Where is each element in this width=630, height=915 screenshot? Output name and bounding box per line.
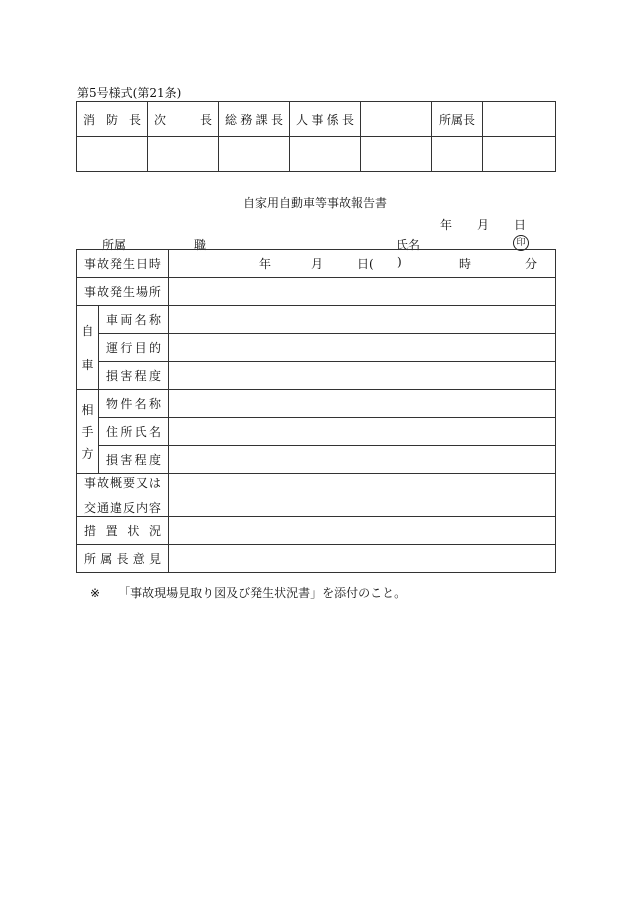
label-char: 係 [326, 112, 339, 127]
label-char: 称 [148, 397, 161, 411]
dt-hour: 時 [459, 257, 472, 271]
approval-header-station-head: 所属長 [432, 102, 483, 137]
label-char: 人 [296, 112, 309, 127]
date-day-label: 日 [513, 218, 526, 232]
place-label [77, 278, 169, 306]
row-summary [77, 474, 556, 517]
row-opinion [77, 545, 556, 573]
summary-field[interactable] [169, 474, 556, 517]
datetime-field[interactable] [169, 250, 556, 278]
seal-icon: 印 [513, 235, 529, 251]
own-vehicle-field[interactable] [169, 334, 556, 362]
label-char: は [148, 476, 161, 490]
label-char: 生 [122, 257, 135, 271]
label-char: 損 [106, 453, 119, 467]
dt-year: 年 [259, 257, 272, 271]
approval-header-blank [361, 102, 432, 137]
own-vehicle-group-label [77, 306, 99, 390]
label-char: 所 [84, 552, 97, 566]
other-party-item-label [99, 418, 169, 446]
label-char: 置 [105, 524, 118, 538]
own-vehicle-field[interactable] [169, 306, 556, 334]
summary-label [77, 474, 169, 517]
name-label: 氏名 [396, 238, 421, 252]
label-char: 総 [225, 112, 238, 127]
label-char: 要 [122, 476, 135, 490]
label-char: 長 [341, 112, 354, 127]
approval-table [76, 101, 556, 172]
approval-seal-cell[interactable] [361, 137, 432, 172]
approval-header-general-affairs [219, 102, 290, 137]
report-table [76, 249, 556, 573]
approval-seal-cell[interactable] [290, 137, 361, 172]
label-char: 違 [109, 501, 122, 515]
label-char: 通 [96, 501, 109, 515]
row-measures [77, 517, 556, 545]
label-char: 住 [106, 425, 119, 439]
other-party-group-label [77, 390, 99, 474]
label-char: 事 [84, 285, 97, 299]
label-char: 措 [84, 524, 97, 538]
label-char: 見 [148, 552, 161, 566]
measures-label [77, 517, 169, 545]
group-char: 車 [81, 357, 94, 372]
attachment-note [90, 584, 406, 601]
label-char: 所 [120, 425, 133, 439]
approval-seal-cell[interactable] [219, 137, 290, 172]
dt-close: ) [397, 255, 402, 269]
label-char: 属 [100, 552, 113, 566]
group-char: 手 [81, 424, 94, 439]
label-char: 長 [128, 112, 141, 127]
row-other-party-1 [77, 390, 556, 418]
label-char: 生 [122, 285, 135, 299]
approval-header-personnel [290, 102, 361, 137]
label-char: 消 [83, 112, 96, 127]
label-char: 事 [84, 476, 97, 490]
label-char: 内 [135, 501, 148, 515]
group-char: 自 [81, 323, 94, 338]
approval-header-chief [77, 102, 148, 137]
place-field[interactable] [169, 278, 556, 306]
label-char: 氏 [134, 425, 147, 439]
label-char: 反 [122, 501, 135, 515]
other-party-item-label [99, 390, 169, 418]
label-char: 発 [109, 257, 122, 271]
reporter-info [76, 236, 531, 250]
label-char: 的 [148, 341, 161, 355]
label-char: 日 [135, 257, 148, 271]
dt-month: 月 [311, 257, 324, 271]
label-char: 概 [109, 476, 122, 490]
label-char: 害 [120, 453, 133, 467]
label-char: 長 [270, 112, 283, 127]
row-own-vehicle-3 [77, 362, 556, 390]
datetime-label [77, 250, 169, 278]
label-char: 度 [148, 369, 161, 383]
report-date [440, 216, 526, 233]
label-char: 故 [96, 476, 109, 490]
document-title: 自家用自動車等事故報告書 [242, 196, 387, 210]
form-number: 第5号様式(第21条) [77, 86, 182, 100]
label-char: 事 [84, 257, 97, 271]
date-year-label: 年 [440, 218, 453, 232]
label-char: 交 [84, 501, 97, 515]
label-char: 名 [148, 425, 161, 439]
label-char: 害 [120, 369, 133, 383]
label-char: 名 [134, 313, 147, 327]
label-char: 物 [106, 397, 119, 411]
opinion-field[interactable] [169, 545, 556, 573]
label-char: 度 [148, 453, 161, 467]
approval-seal-cell[interactable] [483, 137, 556, 172]
label-char: 況 [148, 524, 161, 538]
other-party-field[interactable] [169, 418, 556, 446]
opinion-label [77, 545, 169, 573]
label-char: 発 [109, 285, 122, 299]
approval-seal-row [77, 137, 556, 172]
label-char: 状 [127, 524, 140, 538]
rank-label: 職 [194, 238, 207, 252]
label-char: 故 [96, 285, 109, 299]
label-char: 務 [240, 112, 253, 127]
label-char: 所 [148, 285, 161, 299]
approval-seal-cell[interactable] [432, 137, 483, 172]
date-month-label: 月 [476, 218, 489, 232]
label-char: 件 [120, 397, 133, 411]
other-party-item-label [99, 446, 169, 474]
label-char: 両 [120, 313, 133, 327]
note-text: 「事故現場見取り図及び発生状況書」を添付のこと。 [118, 586, 407, 600]
label-char: 名 [134, 397, 147, 411]
row-datetime [77, 250, 556, 278]
label-char: 損 [106, 369, 119, 383]
approval-seal-cell[interactable] [148, 137, 219, 172]
label-char: 時 [148, 257, 161, 271]
row-own-vehicle-1 [77, 306, 556, 334]
row-other-party-2 [77, 418, 556, 446]
label-char: 故 [96, 257, 109, 271]
label-char: 車 [106, 313, 119, 327]
other-party-field[interactable] [169, 446, 556, 474]
label-char: 課 [255, 112, 268, 127]
dt-day: 日( [357, 257, 374, 271]
label-char: 長 [116, 552, 129, 566]
label-char: 行 [120, 341, 133, 355]
group-char: 相 [81, 402, 94, 417]
label-char: 長 [199, 112, 212, 127]
label-char: 意 [132, 552, 145, 566]
affiliation-label: 所属 [102, 238, 127, 252]
row-other-party-3 [77, 446, 556, 474]
measures-field[interactable] [169, 517, 556, 545]
approval-header-blank-2 [483, 102, 556, 137]
label-char: 場 [135, 285, 148, 299]
group-char: 方 [81, 446, 94, 461]
own-vehicle-item-label [99, 334, 169, 362]
label-char: 容 [148, 501, 161, 515]
label-char: 程 [134, 453, 147, 467]
label-char: 次 [154, 112, 167, 127]
dt-minute: 分 [525, 257, 538, 271]
own-vehicle-item-label [99, 362, 169, 390]
label-char: 防 [105, 112, 118, 127]
approval-header-deputy [148, 102, 219, 137]
note-mark: ※ [90, 586, 101, 600]
label-char: 目 [134, 341, 147, 355]
row-own-vehicle-2 [77, 334, 556, 362]
label-char: 又 [135, 476, 148, 490]
own-vehicle-item-label [99, 306, 169, 334]
approval-seal-cell[interactable] [77, 137, 148, 172]
label-char: 称 [148, 313, 161, 327]
approval-header-row [77, 102, 556, 137]
own-vehicle-field[interactable] [169, 362, 556, 390]
label-char: 事 [311, 112, 324, 127]
row-place [77, 278, 556, 306]
label-char: 運 [106, 341, 119, 355]
other-party-field[interactable] [169, 390, 556, 418]
label-char: 程 [134, 369, 147, 383]
